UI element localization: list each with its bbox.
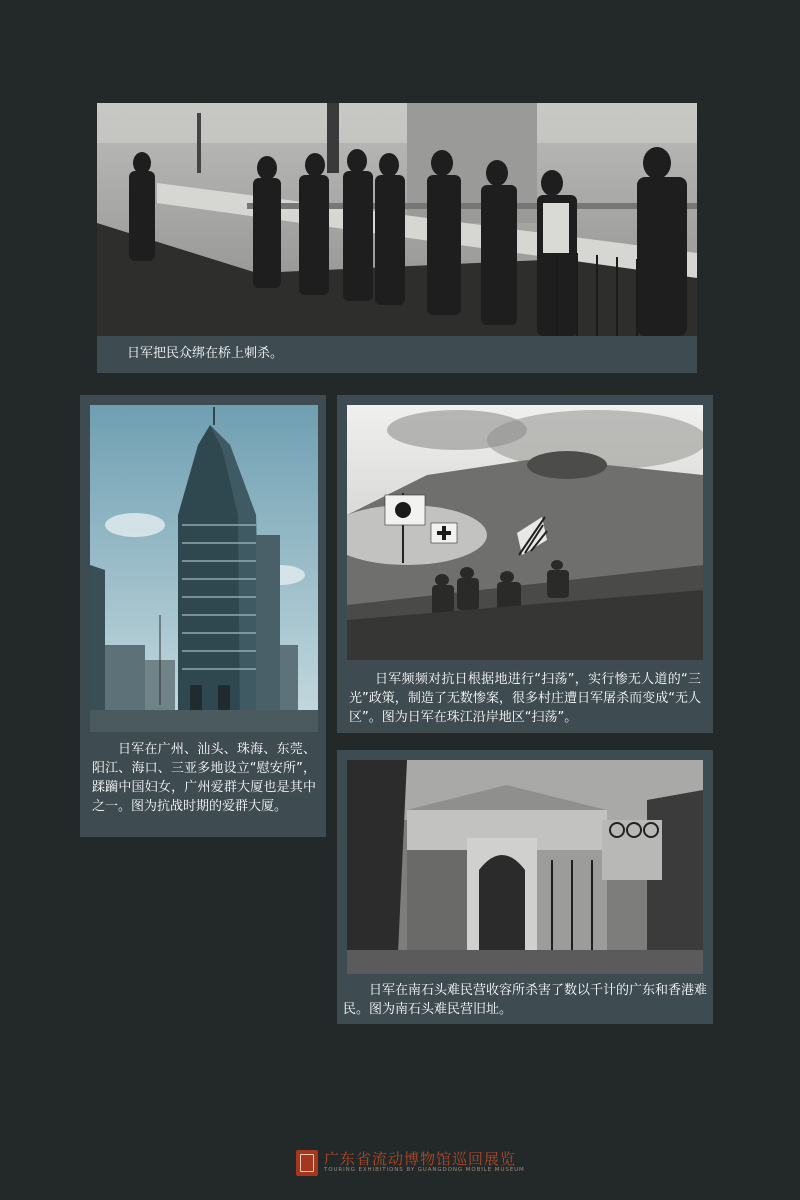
camp-caption: 日军在南石头难民营收容所杀害了数以千计的广东和香港难民。图为南石头难民营旧址。	[343, 983, 708, 1017]
museum-seal-icon	[296, 1150, 318, 1176]
sweep-photo	[347, 405, 703, 660]
bridge-caption: 日军把民众绑在桥上刺杀。	[127, 346, 284, 361]
bridge-panel	[97, 103, 697, 373]
building-panel	[80, 395, 326, 837]
building-caption: 日军在广州、汕头、珠海、东莞、阳江、海口、三亚多地设立“慰安所”，蹂躏中国妇女，广州爱群大厦也是其中之一。图为抗战时期的爱群大厦。	[92, 742, 316, 814]
footer-subtitle: TOURING EXHIBITIONS BY GUANGDONG MOBILE MUSEUM	[324, 1167, 525, 1173]
sweep-panel	[337, 395, 713, 733]
camp-panel	[337, 750, 713, 1024]
sweep-caption: 日军频频对抗日根据地进行“扫荡”，实行惨无人道的“三光”政策，制造了无数惨案，很多村庄遭日军屠杀而变成“无人区”。图为日军在珠江沿岸地区“扫荡”。	[349, 672, 701, 725]
camp-photo	[347, 760, 703, 974]
building-photo	[90, 405, 318, 732]
footer	[0, 1146, 800, 1186]
bridge-photo	[97, 103, 697, 336]
footer-title: 广东省流动博物馆巡回展览	[324, 1150, 517, 1168]
